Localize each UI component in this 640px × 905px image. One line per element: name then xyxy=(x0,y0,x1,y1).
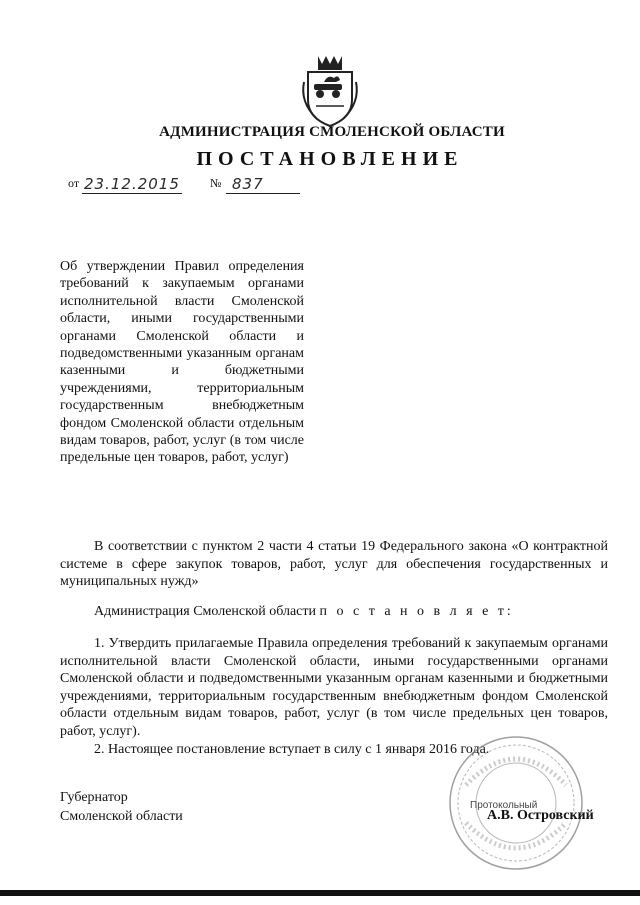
number-prefix: № xyxy=(210,176,222,190)
signature-title xyxy=(60,788,183,826)
number-handwritten: 837 xyxy=(232,175,264,193)
paragraph-legal-basis: В соответствии с пунктом 2 части 4 статьи 19 Федерального закона «О контрактной системе в сфере закупок товаров, работ, услуг для обеспечения государственных и муниципальных нужд» xyxy=(60,539,608,589)
organization-name: АДМИНИСТРАЦИЯ СМОЛЕНСКОЙ ОБЛАСТИ xyxy=(159,124,505,140)
resolves-lead: Администрация Смоленской области xyxy=(94,604,317,619)
signature-title-line2: Смоленской области xyxy=(60,809,183,824)
number-underline xyxy=(226,193,300,194)
date-underline xyxy=(82,193,182,194)
document-type-title: ПОСТАНОВЛЕНИЕ xyxy=(196,148,464,170)
scan-bottom-edge xyxy=(0,890,640,896)
resolves-word: п о с т а н о в л я е т: xyxy=(319,604,514,619)
paragraph-item-1: 1. Утвердить прилагаемые Правила определения требований к закупаемым органами исполнительной власти Смоленской области, иными государственными органами Смоленской области и подведомственными указанным органам казенными и бюджетными учреждениями, территориальным государственным внебюджетным фондом Смоленской области отдельным видам товаров, работ, услуг (в том числе предельных цен товаров, работ, услуг). xyxy=(60,636,608,739)
paragraph-item-2: 2. Настоящее постановление вступает в силу с 1 января 2016 года. xyxy=(94,742,490,757)
coat-of-arms-emblem xyxy=(298,52,362,130)
document-subject: Об утверждении Правил определения требований к закупаемым органами исполнительной власти Смоленской области, иными государственными органами Смоленской области и подведомственными указанным органам казенными и бюджетными учреждениями, территориальным государственным внебюджетным фондом Смоленской области отдельным видам товаров, работ, услуг (в том числе предельные цен товаров, работ, услуг) xyxy=(60,259,304,466)
signature-title-line1: Губернатор xyxy=(60,790,128,805)
date-handwritten: 23.12.2015 xyxy=(84,175,180,193)
stamp-label: Протокольный xyxy=(470,800,538,811)
signatory-name: А.В. Островский xyxy=(487,808,594,823)
date-prefix: от xyxy=(68,176,80,190)
date-number-line xyxy=(68,172,308,194)
paragraph-resolves xyxy=(60,603,608,621)
